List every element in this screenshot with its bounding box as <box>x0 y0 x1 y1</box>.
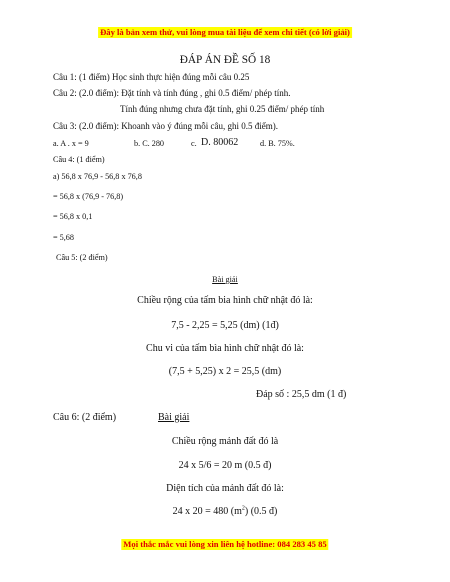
answer-3c-label: c. <box>191 139 197 148</box>
question-4-step-1: a) 56,8 x 76,9 - 56,8 x 76,8 <box>53 172 142 181</box>
question-6-line-3: Diện tích của mảnh đất đó là: <box>166 483 284 494</box>
question-6-line-4 <box>0 506 450 517</box>
answer-3b: b. C. 280 <box>134 139 165 148</box>
question-4-step-4: = 5,68 <box>53 233 74 242</box>
question-3: Câu 3: (2.0 điểm): Khoanh vào ý đúng mỗi câu, ghi 0.5 điểm). <box>53 121 278 131</box>
question-5-line-1: Chiều rộng của tấm bia hình chữ nhật đó là: <box>137 295 313 306</box>
hotline-notice-banner: Mọi thắc mắc vui lòng xin liên hệ hotline: 084 283 45 85 <box>123 539 327 549</box>
area-suffix: ) (0.5 đ) <box>244 506 278 517</box>
question-4: Câu 4: (1 điểm) <box>53 155 105 164</box>
area-prefix: 24 x 20 = 480 (m <box>172 506 242 517</box>
area-exponent: 2 <box>241 505 245 512</box>
question-5-line-3: Chu vi của tấm bìa hình chữ nhật đó là: <box>146 343 304 354</box>
question-5-answer: Đáp số : 25,5 dm (1 đ) <box>256 389 347 400</box>
question-6-heading: Bài giải <box>158 412 190 423</box>
question-4-step-3: = 56,8 x 0,1 <box>53 212 93 221</box>
question-1: Câu 1: (1 điểm) Học sinh thực hiện đúng mỗi câu 0.25 <box>53 72 250 82</box>
question-6-line-1: Chiều rộng mảnh đất đó là <box>171 436 279 447</box>
answer-3c: D. 80062 <box>201 137 239 148</box>
preview-notice-banner: Đây là bản xem thử, vui lòng mua tài liệu để xem chi tiết (có lời giải) <box>100 27 350 37</box>
question-4-step-2: = 56,8 x (76,9 - 76,8) <box>53 192 124 201</box>
question-5-line-2: 7,5 - 2,25 = 5,25 (dm) (1đ) <box>171 320 279 331</box>
question-5-heading: Bài giải <box>212 275 238 284</box>
question-6: Câu 6: (2 điểm) <box>53 412 117 423</box>
question-2-note: Tính đúng nhưng chưa đặt tính, ghi 0.25 điểm/ phép tính <box>120 104 325 114</box>
answer-3d: d. B. 75%. <box>260 139 295 148</box>
question-5-line-4: (7,5 + 5,25) x 2 = 25,5 (dm) <box>168 366 282 377</box>
question-5: Câu 5: (2 điểm) <box>56 253 108 262</box>
answer-title: ĐÁP ÁN ĐỀ SỐ 18 <box>179 54 271 66</box>
question-6-line-2: 24 x 5/6 = 20 m (0.5 đ) <box>178 460 272 471</box>
answer-3a: a. A . x = 9 <box>53 139 89 148</box>
question-2: Câu 2: (2.0 điểm): Đặt tính và tính đúng , ghi 0.5 điểm/ phép tính. <box>53 88 291 98</box>
